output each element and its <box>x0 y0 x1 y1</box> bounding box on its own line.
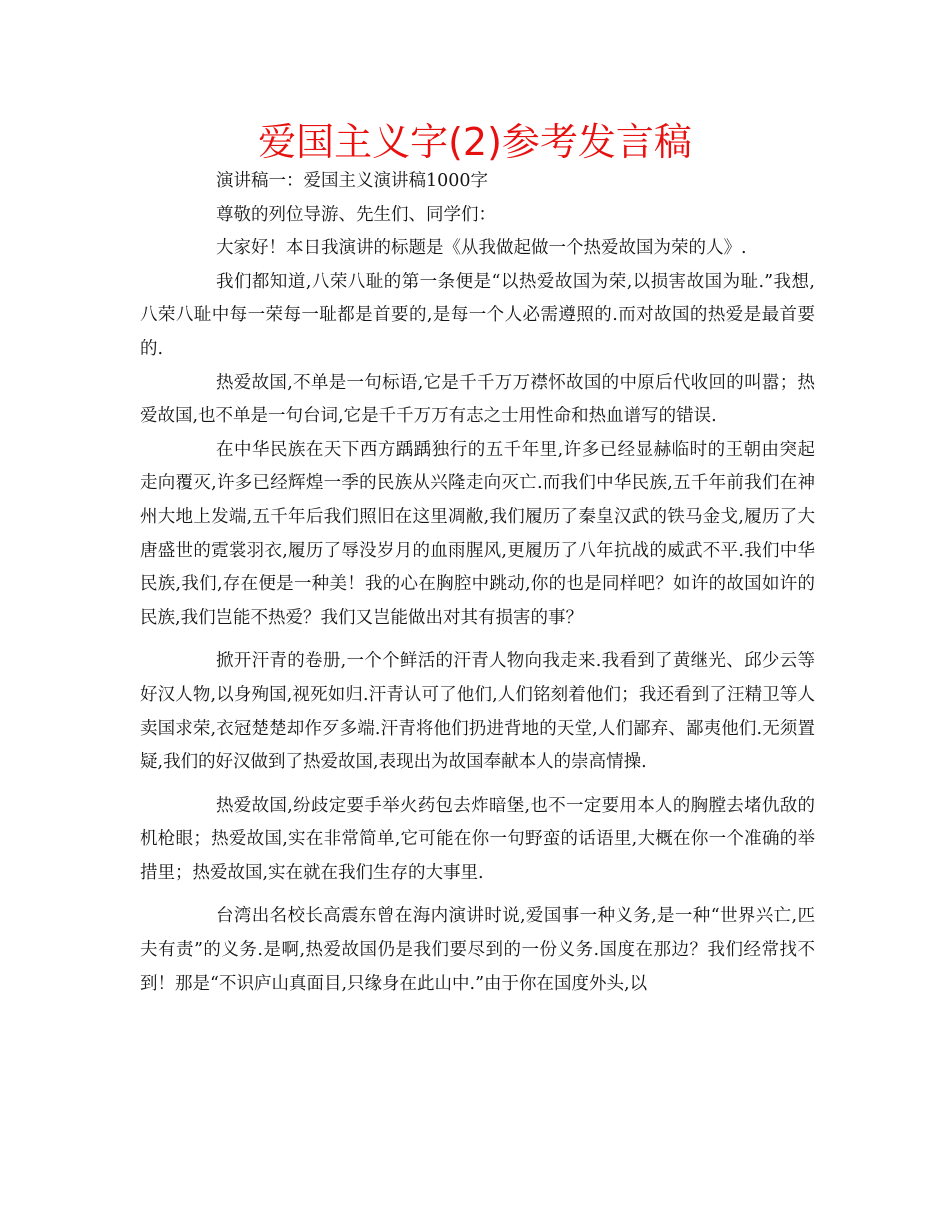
document-body <box>140 165 815 1001</box>
document-title: 爱国主义字(2)参考发言稿 <box>258 120 692 164</box>
paragraph-body: 热爱故国,不单是一句标语,它是千千万万襟怀故国的中原后代收回的叫嚣；热爱故国,也不单是一句台词,它是千千万万有志之士用性命和热血谱写的错误. <box>140 372 815 427</box>
paragraph-body: 热爱故国,纷歧定要手举火药包去炸暗堡,也不一定要用本人的胸膛去堵仇敌的机枪眼；热爱故国,实在非常简单,它可能在你一句野蛮的话语里,大概在你一个准确的举措里；热爱故国,实在就在我们生存的大事里. <box>140 795 815 883</box>
paragraph-body: 掀开汗青的卷册,一个个鲜活的汗青人物向我走来.我看到了黄继光、邱少云等好汉人物,以身殉国,视死如归.汗青认可了他们,人们铭刻着他们；我还看到了汪精卫等人卖国求荣,衣冠楚楚却作歹多端.汗青将他们扔进背地的天堂,人们鄙弃、鄙夷他们.无须置疑,我们的好汉做到了热爱故国,表现出为故国奉献本人的崇高情操. <box>140 651 815 773</box>
paragraph-salutation: 尊敬的列位导游、先生们、同学们： <box>216 204 496 225</box>
paragraph-body: 台湾出名校长高震东曾在海内演讲时说,爱国事一种义务,是一种“世界兴亡,匹夫有责”的义务.是啊,热爱故国仍是我们要尽到的一份义务.国度在那边？我们经常找不到！那是“不识庐山真面目,只缘身在此山中.”由于你在国度外头,以 <box>140 906 815 994</box>
paragraph-speech-heading: 演讲稿一：爱国主义演讲稿1000字 <box>216 171 489 191</box>
paragraph-body: 我们都知道,八荣八耻的第一条便是“以热爱故国为荣,以损害故国为耻.”我想,八荣八耻中每一荣每一耻都是首要的,是每一个人必需遵照的.而对故国的热爱是最首要的. <box>140 271 815 359</box>
paragraph-greeting: 大家好！本日我演讲的标题是《从我做起做一个热爱故国为荣的人》. <box>216 238 747 259</box>
paragraph-body: 在中华民族在天下西方踽踽独行的五千年里,许多已经显赫临时的王朝由突起走向覆灭,许多已经辉煌一季的民族从兴隆走向灭亡.而我们中华民族,五千年前我们在神州大地上发端,五千年后我们照旧在这里凋敝,我们履历了秦皇汉武的铁马金戈,履历了大唐盛世的霓裳羽衣,履历了辱没岁月的血雨腥风,更履历了八年抗战的威武不平.我们中华民族,我们,存在便是一种美！我的心在胸腔中跳动,你的也是同样吧？如许的故国如许的民族,我们岂能不热爱？我们又岂能做出对其有损害的事？ <box>140 439 815 628</box>
